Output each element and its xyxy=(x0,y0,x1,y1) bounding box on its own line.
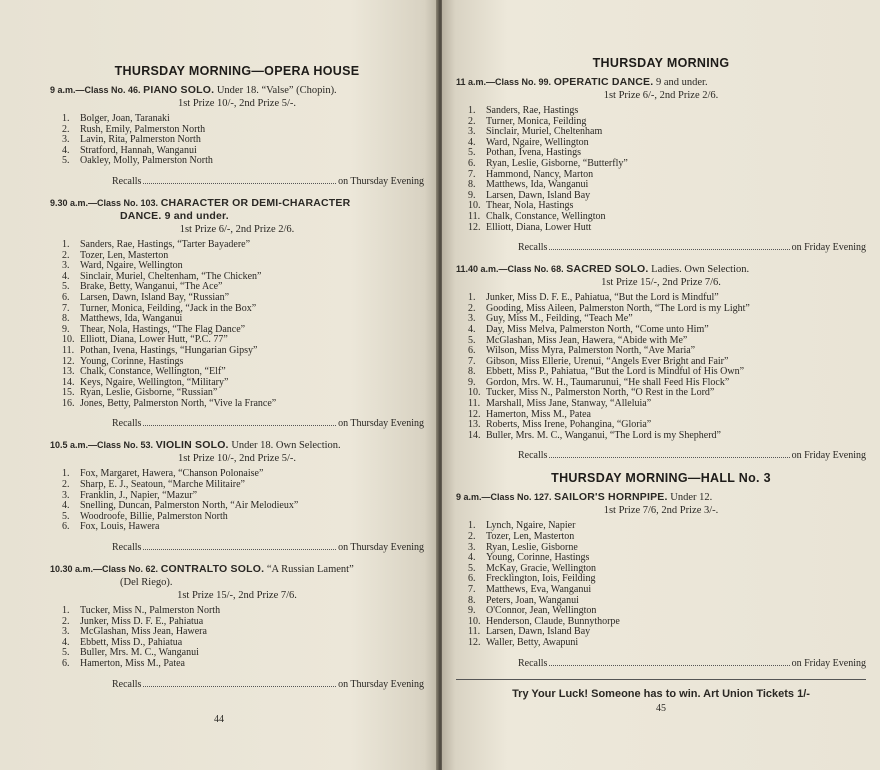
entry-list xyxy=(50,114,424,167)
recalls-line xyxy=(50,541,424,553)
entry-list xyxy=(50,606,424,670)
competition-class xyxy=(456,76,866,253)
entry-number: 15. xyxy=(62,387,75,399)
entry-number: 7. xyxy=(468,584,476,595)
entry-name: Ryan, Leslie, Gisborne xyxy=(486,541,578,553)
entry-number: 12. xyxy=(468,636,481,648)
entry-number: 1. xyxy=(468,292,476,304)
entry-name: Matthews, Ida, Wanganui xyxy=(80,313,183,325)
entry-name: Sinclair, Muriel, Cheltenham, “The Chicken” xyxy=(80,270,262,282)
entry-number: 6. xyxy=(62,521,70,533)
competition-class xyxy=(456,491,866,668)
entry-number: 3. xyxy=(62,260,70,272)
hall-heading: THURSDAY MORNING—HALL No. 3 xyxy=(551,471,771,486)
entry-number: 5. xyxy=(62,647,70,659)
entry-name: Pothan, Ivena, Hastings, “Hungarian Gipsy” xyxy=(80,344,258,356)
class-number: —Class No. 46. xyxy=(75,85,141,95)
entry-number: 2. xyxy=(468,302,476,314)
entry-name: Thear, Nola, Hastings, “The Flag Dance” xyxy=(80,323,246,335)
entry-number: 3. xyxy=(468,541,476,553)
list-item xyxy=(62,346,424,357)
entry-name: Sharp, E. J., Seatoun, “Marche Militaire” xyxy=(80,479,245,491)
entry-name: Hammond, Nancy, Marton xyxy=(486,168,594,180)
recalls-dotted-rule xyxy=(549,449,789,458)
page-heading: THURSDAY MORNING—OPERA HOUSE xyxy=(114,64,360,78)
entry-name: Ryan, Leslie, Gisborne, “Russian” xyxy=(80,387,218,399)
list-item xyxy=(62,240,424,251)
event-name: OPERATIC DANCE. xyxy=(553,76,654,88)
entry-name: Franklin, J., Napier, “Mazur” xyxy=(80,489,198,501)
recalls-when: on Friday Evening xyxy=(791,657,866,669)
entry-name: Rush, Emily, Palmerston North xyxy=(80,123,206,135)
entry-number: 2. xyxy=(468,531,476,543)
entry-name: Ebbett, Miss P., Pahiatua, “But the Lord is Mindful of His Own” xyxy=(486,366,745,378)
event-detail: 9 and under. xyxy=(655,77,708,88)
recalls-label: Recalls xyxy=(518,242,548,254)
entry-number: 3. xyxy=(468,126,476,138)
hall-sections xyxy=(456,491,866,668)
entry-name: Tozer, Len, Masterton xyxy=(80,249,169,261)
entry-number: 3. xyxy=(62,134,70,146)
entry-number: 14. xyxy=(62,376,75,388)
entry-number: 3. xyxy=(468,313,476,325)
entry-name: Junker, Miss D. F. E., Pahiatua, “But the Lord is Mindful” xyxy=(486,292,719,304)
entry-name: Guy, Miss M., Feilding, “Teach Me” xyxy=(486,313,633,325)
recalls-line xyxy=(50,417,424,429)
recalls-dotted-rule xyxy=(143,541,336,550)
list-item xyxy=(62,399,424,410)
class-number: —Class No. 127. xyxy=(481,492,552,503)
entry-name: Junker, Miss D. F. E., Pahiatua xyxy=(80,615,204,627)
prize-line: 1st Prize 10/-, 2nd Prize 5/-. xyxy=(177,453,297,465)
entry-number: 1. xyxy=(62,605,70,617)
entry-name: Stratford, Hannah, Wanganui xyxy=(80,144,197,156)
entry-number: 13. xyxy=(468,419,481,431)
recalls-dotted-rule xyxy=(549,657,789,666)
class-time: 9 a.m. xyxy=(50,85,76,95)
entry-name: Elliott, Diana, Lower Hutt xyxy=(486,221,592,233)
page-heading: THURSDAY MORNING xyxy=(592,56,730,70)
event-name: SACRED SOLO. xyxy=(566,263,649,276)
recalls-when: on Friday Evening xyxy=(791,242,866,254)
entry-name: Fox, Louis, Hawera xyxy=(80,521,160,533)
entry-name: Bolger, Joan, Taranaki xyxy=(80,113,170,124)
recalls-when: on Thursday Evening xyxy=(338,542,424,554)
list-item xyxy=(468,325,866,336)
list-item xyxy=(468,223,866,234)
class-number: —Class No. 62. xyxy=(93,564,159,575)
entry-name: Day, Miss Melva, Palmerston North, “Come unto Him” xyxy=(486,323,709,335)
entry-number: 10. xyxy=(468,200,481,212)
page-number: 45 xyxy=(656,702,666,714)
entry-name: Wilson, Miss Myra, Palmerston North, “Ave Maria” xyxy=(486,345,696,357)
list-item xyxy=(468,212,866,223)
event-name: CHARACTER OR DEMI-CHARACTER xyxy=(160,196,351,209)
entry-name: Thear, Nola, Hastings xyxy=(486,200,574,212)
entry-number: 12. xyxy=(62,355,75,367)
list-item xyxy=(468,585,866,596)
entry-name: Tucker, Miss N., Palmerston North xyxy=(80,605,221,617)
recalls-line xyxy=(50,678,424,690)
entry-number: 2. xyxy=(62,479,70,491)
entry-name: Turner, Monica, Feilding xyxy=(486,115,587,127)
event-detail: Under 18. “Valse” (Chopin). xyxy=(216,85,337,96)
entry-name: McKay, Gracie, Wellington xyxy=(486,562,596,574)
entry-name: Henderson, Claude, Bunnythorpe xyxy=(486,615,620,627)
entry-number: 6. xyxy=(62,658,70,669)
entry-number: 1. xyxy=(468,520,476,532)
entry-number: 6. xyxy=(468,573,476,585)
list-item xyxy=(62,114,424,125)
entry-number: 7. xyxy=(62,302,70,314)
entry-name: Sanders, Rae, Hastings, “Tarter Bayadere” xyxy=(80,238,251,250)
right-sections xyxy=(456,76,866,461)
entry-name: Frecklington, Iois, Feilding xyxy=(486,573,596,585)
prize-line: 1st Prize 15/-, 2nd Prize 7/6. xyxy=(177,590,297,602)
prize-line: 1st Prize 6/-, 2nd Prize 2/6. xyxy=(603,90,719,101)
class-header xyxy=(50,84,424,97)
entry-name: Woodroofe, Billie, Palmerston North xyxy=(80,510,228,522)
entry-number: 8. xyxy=(468,594,476,606)
entry-number: 2. xyxy=(62,123,70,135)
entry-number: 8. xyxy=(468,179,476,191)
class-time: 11.40 a.m. xyxy=(456,264,499,275)
entry-name: Buller, Mrs. M. C., Wanganui, “The Lord is my Shepherd” xyxy=(486,429,721,441)
entry-list xyxy=(456,521,866,648)
class-number: —Class No. 99. xyxy=(486,77,552,87)
entry-list xyxy=(456,293,866,441)
class-header xyxy=(50,563,424,576)
event-detail: “A Russian Lament” xyxy=(266,564,354,576)
list-item xyxy=(62,293,424,304)
recalls-label: Recalls xyxy=(518,450,548,462)
prize-line: 1st Prize 7/6, 2nd Prize 3/-. xyxy=(603,505,719,517)
entry-name: Ebbett, Miss D., Pahiatua xyxy=(80,636,183,648)
list-item xyxy=(62,156,424,167)
event-detail: Under 12. xyxy=(670,492,713,504)
entry-list xyxy=(50,240,424,410)
class-number: —Class No. 68. xyxy=(498,264,564,275)
page-right xyxy=(442,0,880,770)
class-time: 10.5 a.m. xyxy=(50,440,89,451)
entry-number: 2. xyxy=(62,615,70,627)
class-header xyxy=(456,76,866,89)
entry-name: Turner, Monica, Feilding, “Jack in the Box” xyxy=(80,302,257,314)
class-header xyxy=(50,439,424,452)
entry-number: 10. xyxy=(62,334,75,346)
entry-name: Ward, Ngaire, Wellington xyxy=(486,136,589,148)
competition-class xyxy=(50,563,424,690)
entry-name: Gooding, Miss Aileen, Palmerston North, “The Lord is my Light” xyxy=(486,302,750,314)
entry-name: Waller, Betty, Awapuni xyxy=(486,636,579,648)
entry-number: 9. xyxy=(468,376,476,388)
entry-name: Sanders, Rae, Hastings xyxy=(486,105,579,116)
class-time: 10.30 a.m. xyxy=(50,564,94,575)
entry-number: 5. xyxy=(468,334,476,346)
competition-class xyxy=(50,197,424,430)
event-name: CONTRALTO SOLO. xyxy=(160,563,265,576)
entry-number: 4. xyxy=(62,270,70,282)
entry-number: 4. xyxy=(62,144,70,156)
recalls-label: Recalls xyxy=(112,418,142,430)
list-item xyxy=(468,638,866,649)
entry-number: 4. xyxy=(62,636,70,648)
recalls-when: on Friday Evening xyxy=(791,450,866,462)
event-name: PIANO SOLO. xyxy=(143,84,215,96)
recalls-label: Recalls xyxy=(112,678,142,690)
event-name: VIOLIN SOLO. xyxy=(155,439,229,452)
entry-name: Gordon, Mrs. W. H., Taumarunui, “He shall Feed His Flock” xyxy=(486,376,730,388)
class-header-cont: DANCE. 9 and under. xyxy=(120,209,229,222)
entry-number: 10. xyxy=(468,387,481,399)
competition-class xyxy=(50,84,424,187)
entry-number: 5. xyxy=(62,281,70,293)
recalls-when: on Thursday Evening xyxy=(338,678,424,690)
entry-number: 7. xyxy=(468,355,476,367)
entry-name: Lavin, Rita, Palmerston North xyxy=(80,134,201,146)
list-item xyxy=(468,106,866,117)
entry-number: 13. xyxy=(62,366,75,378)
entry-name: Keys, Ngaire, Wellington, “Military” xyxy=(80,376,229,388)
entry-name: Ryan, Leslie, Gisborne, “Butterfly” xyxy=(486,157,628,169)
prize-line: 1st Prize 15/-, 2nd Prize 7/6. xyxy=(601,277,721,289)
recalls-when: on Thursday Evening xyxy=(338,175,424,187)
entry-name: Peters, Joan, Wanganui xyxy=(486,594,579,606)
entry-number: 1. xyxy=(62,468,70,480)
entry-name: Matthews, Eva, Wanganui xyxy=(486,584,592,595)
entry-number: 5. xyxy=(62,155,70,167)
recalls-label: Recalls xyxy=(518,657,548,669)
entry-number: 5. xyxy=(62,510,70,522)
left-sections xyxy=(50,84,424,690)
recalls-dotted-rule xyxy=(549,241,789,250)
recalls-line xyxy=(50,175,424,187)
entry-number: 1. xyxy=(62,113,70,124)
prize-line: 1st Prize 6/-, 2nd Prize 2/6. xyxy=(179,223,295,235)
entry-number: 11. xyxy=(62,344,75,356)
class-header xyxy=(50,197,424,210)
entry-name: Pothan, Ivena, Hastings xyxy=(486,147,581,159)
entry-name: Snelling, Duncan, Palmerston North, “Air Melodieux” xyxy=(80,500,299,512)
entry-name: Ward, Ngaire, Wellington xyxy=(80,260,183,272)
entry-name: Chalk, Constance, Wellington xyxy=(486,210,606,222)
entry-number: 12. xyxy=(468,408,481,420)
entry-name: McGlashan, Miss Jean, Hawera, “Abide with Me” xyxy=(486,334,688,346)
entry-number: 9. xyxy=(468,605,476,617)
recalls-line xyxy=(456,449,866,461)
entry-name: Oakley, Molly, Palmerston North xyxy=(80,155,213,167)
class-number: —Class No. 53. xyxy=(88,440,154,451)
recalls-line xyxy=(456,241,866,253)
entry-number: 4. xyxy=(468,136,476,148)
entry-number: 9. xyxy=(468,189,476,201)
entry-number: 8. xyxy=(62,313,70,325)
entry-list xyxy=(50,469,424,533)
entry-name: Young, Corinne, Hastings xyxy=(80,355,184,367)
entry-number: 4. xyxy=(62,500,70,512)
list-item xyxy=(62,522,424,533)
entry-name: Tucker, Miss N., Palmerston North, “O Rest in the Lord” xyxy=(486,387,715,399)
recalls-dotted-rule xyxy=(143,175,336,184)
recalls-line xyxy=(456,657,866,669)
entry-number: 5. xyxy=(468,147,476,159)
entry-name: Hamerton, Miss M., Patea xyxy=(80,658,185,669)
competition-class xyxy=(50,439,424,553)
entry-name: Lynch, Ngaire, Napier xyxy=(486,520,576,532)
entry-number: 16. xyxy=(62,397,75,409)
entry-number: 11. xyxy=(468,626,481,638)
art-union-advert: Try Your Luck! Someone has to win. Art Union Tickets 1/- xyxy=(456,679,866,700)
entry-name: Fox, Margaret, Hawera, “Chanson Polonaise” xyxy=(80,468,264,480)
list-item xyxy=(468,431,866,442)
class-number: —Class No. 103. xyxy=(88,197,159,208)
class-header-cont: (Del Riego). xyxy=(120,577,173,589)
entry-name: Roberts, Miss Irene, Pohangina, “Gloria” xyxy=(486,419,652,431)
entry-name: Hamerton, Miss M., Patea xyxy=(486,408,591,420)
entry-name: Elliott, Diana, Lower Hutt, “P.C. 77” xyxy=(80,334,228,346)
competition-class xyxy=(456,263,866,461)
class-time: 11 a.m. xyxy=(456,77,487,87)
recalls-label: Recalls xyxy=(112,542,142,554)
entry-name: McGlashan, Miss Jean, Hawera xyxy=(80,626,207,638)
class-time: 9 a.m. xyxy=(456,492,482,503)
list-item xyxy=(62,659,424,670)
recalls-label: Recalls xyxy=(112,175,142,187)
page-left xyxy=(0,0,438,770)
entry-number: 5. xyxy=(468,562,476,574)
entry-name: Larsen, Dawn, Island Bay xyxy=(486,626,591,638)
entry-name: Matthews, Ida, Wanganui xyxy=(486,179,589,191)
event-detail: Ladies. Own Selection. xyxy=(651,264,750,276)
entry-number: 1. xyxy=(62,238,70,250)
entry-number: 3. xyxy=(62,489,70,501)
entry-name: Buller, Mrs. M. C., Wanganui xyxy=(80,647,199,659)
prize-line: 1st Prize 10/-, 2nd Prize 5/-. xyxy=(177,98,297,109)
entry-number: 14. xyxy=(468,429,481,441)
class-time: 9.30 a.m. xyxy=(50,197,89,208)
entry-number: 12. xyxy=(468,221,481,233)
entry-name: Chalk, Constance, Wellington, “Elf” xyxy=(80,366,226,378)
entry-number: 9. xyxy=(62,323,70,335)
entry-number: 6. xyxy=(468,345,476,357)
class-header xyxy=(456,263,866,276)
entry-number: 11. xyxy=(468,210,481,222)
recalls-when: on Thursday Evening xyxy=(338,418,424,430)
entry-name: Young, Corinne, Hastings xyxy=(486,552,590,564)
event-name: SAILOR'S HORNPIPE. xyxy=(554,491,668,504)
entry-number: 4. xyxy=(468,323,476,335)
entry-number: 2. xyxy=(468,115,476,127)
event-detail: Under 18. Own Selection. xyxy=(231,440,341,452)
page-number: 44 xyxy=(214,714,224,725)
entry-name: Larsen, Dawn, Island Bay, “Russian” xyxy=(80,291,230,303)
entry-number: 10. xyxy=(468,615,481,627)
entry-number: 6. xyxy=(468,157,476,169)
entry-name: Sinclair, Muriel, Cheltenham xyxy=(486,126,603,138)
entry-number: 4. xyxy=(468,552,476,564)
entry-name: O'Connor, Jean, Wellington xyxy=(486,605,597,617)
entry-number: 7. xyxy=(468,168,476,180)
entry-number: 3. xyxy=(62,626,70,638)
entry-number: 8. xyxy=(468,366,476,378)
entry-number: 1. xyxy=(468,105,476,116)
entry-list xyxy=(456,106,866,233)
recalls-dotted-rule xyxy=(143,678,336,687)
entry-name: Gibson, Miss Ellerie, Urenui, “Angels Ever Bright and Fair” xyxy=(486,355,729,367)
class-header xyxy=(456,491,866,504)
entry-number: 11. xyxy=(468,398,481,410)
entry-name: Tozer, Len, Masterton xyxy=(486,531,575,543)
entry-name: Marshall, Miss Jane, Stanway, “Alleluia” xyxy=(486,398,652,410)
entry-name: Jones, Betty, Palmerston North, “Vive la France” xyxy=(80,397,277,409)
entry-number: 6. xyxy=(62,291,70,303)
entry-name: Larsen, Dawn, Island Bay xyxy=(486,189,591,201)
recalls-dotted-rule xyxy=(143,417,336,426)
list-item xyxy=(468,159,866,170)
entry-name: Brake, Betty, Wanganui, “The Ace” xyxy=(80,281,223,293)
entry-number: 2. xyxy=(62,249,70,261)
